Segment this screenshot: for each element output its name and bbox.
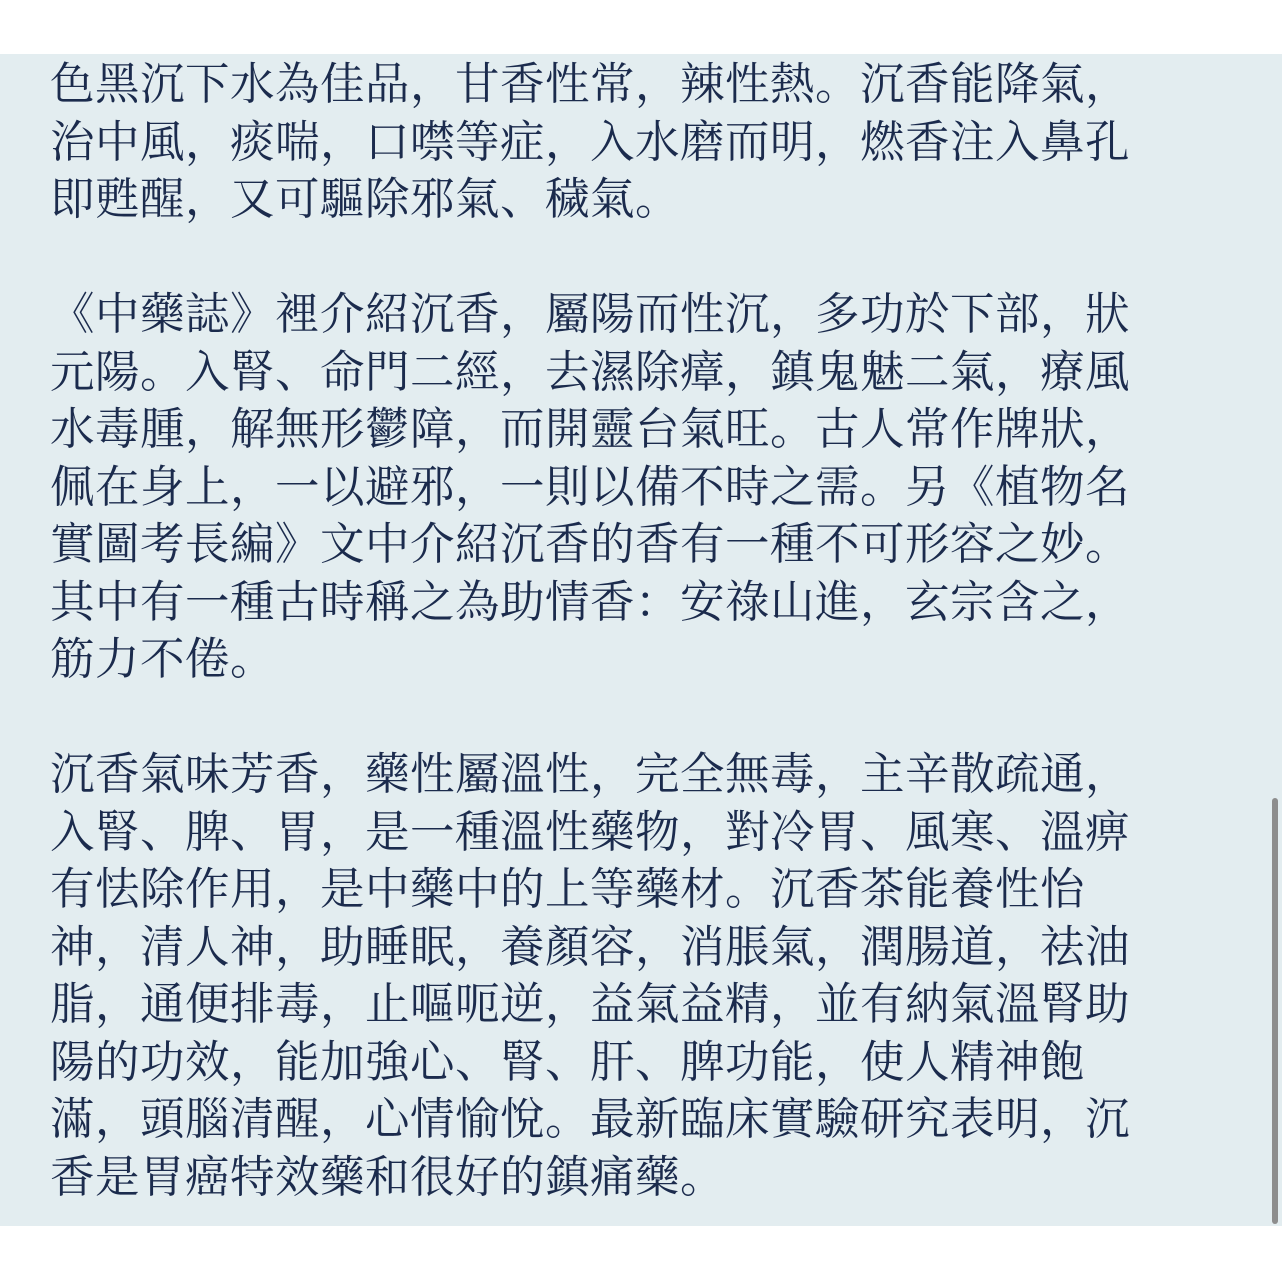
article-body — [50, 56, 1230, 1206]
paragraph-1: 色黑沉下水為佳品，甘香性常，辣性熱。沉香能降氣， 治中風，痰喘，口噤等症，入水磨而明，燃香注入鼻孔 即甦醒，又可驅除邪氣、穢氣。 — [50, 59, 1131, 225]
reading-pane[interactable] — [0, 54, 1282, 1226]
paragraph-2: 《中藥誌》裡介紹沉香，屬陽而性沉，多功於下部，狀 元陽。入腎、命門二經，去濕除瘴，鎮鬼魅二氣，療風 水毒腫，解無形鬱障，而開靈台氣旺。古人常作牌狀， 佩在身上，一以避邪，一則以備不時之需。另《植物名 實圖考長編》文中介紹沉香的香有一種不可形容之妙。 其中有一種古時稱之為助情香：安祿山進，玄宗含之， 筋力不倦。 — [50, 289, 1131, 685]
paragraph-3: 沉香氣味芳香，藥性屬溫性，完全無毒，主辛散疏通， 入腎、脾、胃，是一種溫性藥物，對冷胃、風寒、溫痹 有怯除作用，是中藥中的上等藥材。沉香茶能養性怡 神，清人神，助睡眠，養顏容，消脹氣，潤腸道，祛油 脂，通便排毒，止嘔呃逆，益氣益精，並有納氣溫腎助 陽的功效，能加強心、腎、肝、脾功能，使人精神飽 滿，頭腦清醒，心情愉悅。最新臨床實驗研究表明，沉 香是胃癌特效藥和很好的鎮痛藥。 — [50, 749, 1131, 1203]
vertical-scrollbar[interactable] — [1268, 54, 1282, 1226]
scrollbar-thumb[interactable] — [1272, 798, 1278, 1224]
